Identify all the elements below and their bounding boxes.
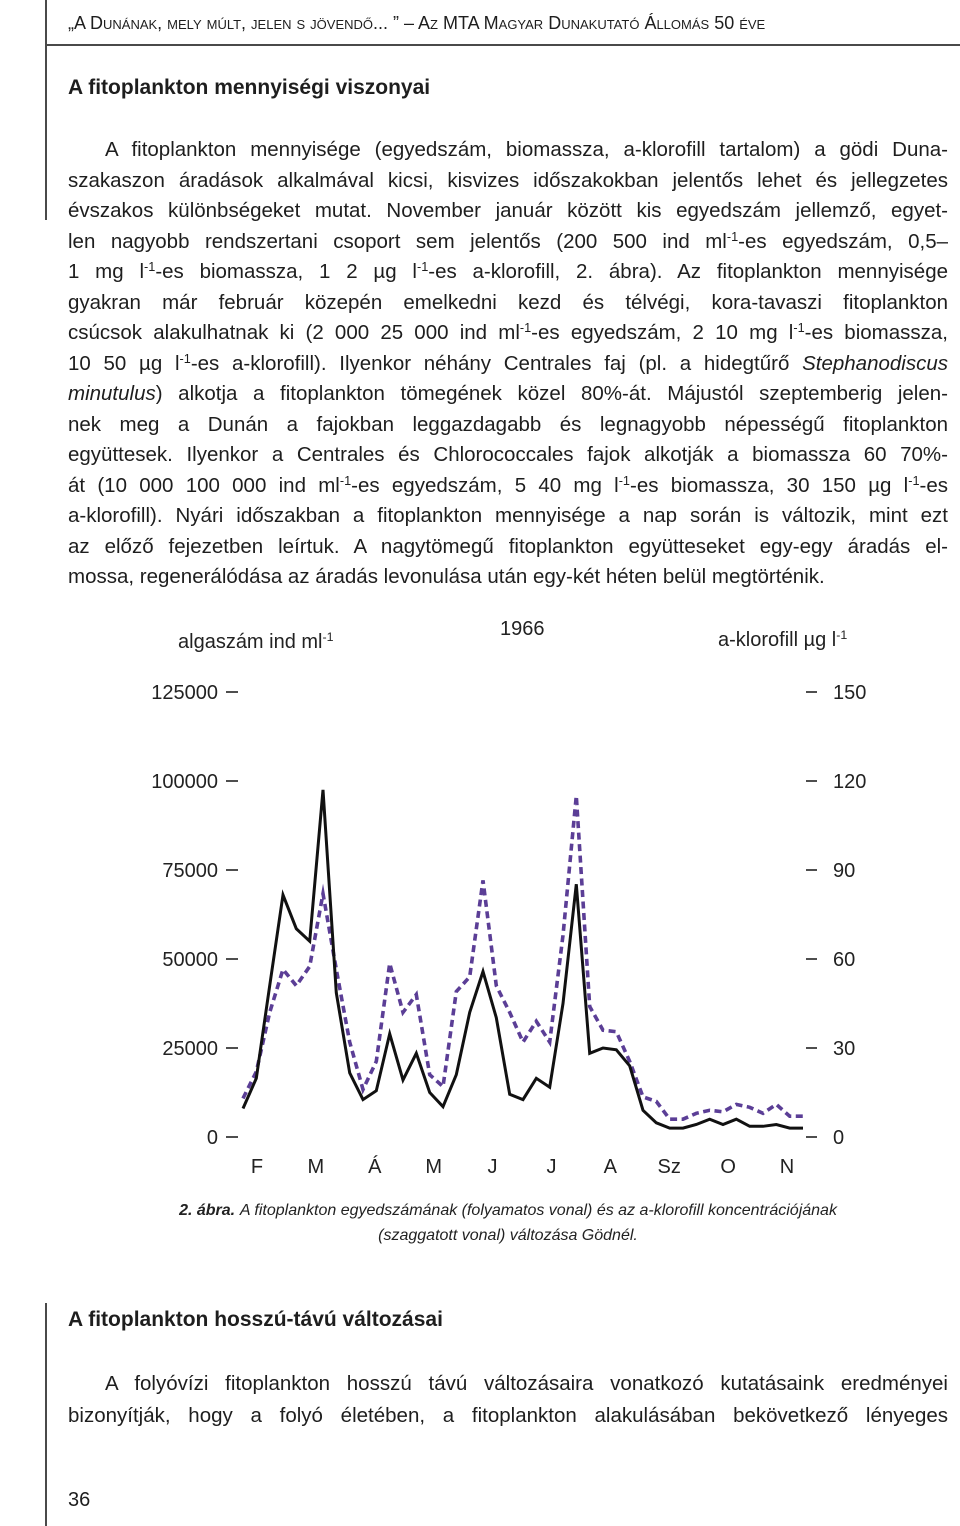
x-axis-month-label: J: [546, 1156, 557, 1178]
text-line: [68, 318, 948, 349]
text-run: mossa, regenerálódása az áradás levonulása után egy-két héten belül megtörténik.: [68, 565, 825, 588]
right-axis-tick-label: 30: [833, 1038, 856, 1060]
left-axis-title-sup: -1: [322, 630, 334, 645]
text-run: 1 mg l: [68, 260, 145, 283]
left-axis-tick-label: 100000: [151, 771, 218, 793]
text-run: -es egyedszám, 0,5–: [738, 229, 948, 253]
superscript: -1: [908, 472, 920, 488]
italic-text: Stephanodiscus: [802, 351, 948, 375]
text-line: [68, 410, 948, 441]
text-run: -es a-klorofill, 2. ábra). Az fitoplankton mennyisége: [428, 260, 948, 283]
text-line: [68, 196, 948, 227]
text-line: [68, 471, 948, 502]
chart-title: 1966: [500, 618, 545, 640]
text-run: a-klorofill). Nyári időszakban a fitoplankton mennyisége a nap során is változik, mint ezt: [68, 504, 948, 527]
x-axis-month-label: F: [250, 1156, 264, 1178]
margin-rule-top: [45, 0, 47, 220]
text-run: nek meg a Dunán a fajokban leggazdagabb és legnagyobb népességű fitoplankton: [68, 412, 948, 436]
right-axis-tick-label: 60: [833, 949, 856, 971]
text-run: át (10 000 100 000 ind ml: [68, 473, 340, 497]
superscript: -1: [618, 472, 630, 488]
x-axis-month-label: M: [307, 1156, 325, 1178]
superscript: -1: [416, 259, 429, 275]
page-number: 36: [68, 1489, 91, 1511]
left-axis-tick-label: 25000: [162, 1038, 218, 1060]
line-chart: [0, 600, 960, 1200]
text-run: gyakran már február közepén emelkedni kezd és télvégi, kora-tavaszi fitoplankton: [68, 290, 948, 314]
left-axis-tick-label: 50000: [162, 949, 218, 971]
margin-rule-bottom: [45, 1303, 47, 1526]
right-axis-tick-label: 90: [833, 860, 856, 882]
x-axis-month-label: A: [603, 1156, 618, 1178]
text-line: [68, 501, 948, 532]
text-line: [68, 532, 948, 563]
superscript: -1: [793, 320, 805, 336]
text-run: bizonyítják, hogy a folyó életében, a fitoplankton alakulásában bekövetkező lényeges: [68, 1404, 948, 1427]
x-axis-month-label: J: [487, 1156, 498, 1178]
caption-line-1: [98, 1198, 918, 1223]
caption-label: 2. ábra.: [179, 1202, 236, 1219]
caption-line-2: (szaggatott vonal) változása Gödnél.: [378, 1227, 638, 1244]
left-axis-tick-label: 75000: [162, 860, 218, 882]
x-axis-month-label: M: [425, 1156, 443, 1178]
text-line: [68, 135, 948, 166]
text-run: szakaszon áradások alkalmával kicsi, kisvizes időszakokban jelentős lehet és jellegzetes: [68, 168, 948, 192]
text-line: [68, 379, 948, 410]
x-axis-month-label: Sz: [657, 1156, 681, 1178]
text-line: [68, 349, 948, 380]
text-line: [68, 257, 948, 288]
text-run: együttesek. Ilyenkor a Centrales és Chlorococcales fajok alkotják a biomassza 60 70%-: [68, 443, 948, 466]
body-paragraph: [68, 135, 948, 593]
text-line: [68, 288, 948, 319]
superscript: -1: [144, 259, 156, 275]
text-line: [68, 1368, 948, 1400]
superscript: -1: [726, 228, 739, 244]
text-run: -es biomassza, 30 150 µg l: [630, 473, 909, 497]
x-axis-month-label: O: [720, 1156, 736, 1178]
caption-text: A fitoplankton egyedszámának (folyamatos vonal) és az a-klorofill koncentrációjának: [239, 1202, 837, 1219]
text-run: -es a-klorofill). Ilyenkor néhány Centrales faj (pl. a hidegtűrő: [190, 351, 803, 375]
text-line: [68, 562, 948, 593]
section-heading: A fitoplankton mennyiségi viszonyai: [68, 76, 431, 99]
superscript: -1: [179, 350, 191, 366]
italic-text: minutulus: [68, 382, 156, 405]
header-rule: [45, 44, 960, 46]
x-axis-month-label: N: [779, 1156, 795, 1178]
section-heading: A fitoplankton hosszú-távú változásai: [68, 1308, 443, 1331]
text-run: A fitoplankton mennyisége (egyedszám, biomassza, a-klorofill tartalom) a gödi Duna-: [105, 138, 948, 161]
text-line: [68, 166, 948, 197]
left-axis-tick-label: 0: [206, 1127, 218, 1149]
text-line: [68, 1400, 948, 1432]
right-axis-tick-label: 120: [833, 771, 867, 793]
right-axis-title-sup: -1: [836, 628, 848, 643]
text-run: -es: [919, 473, 948, 497]
left-axis-title-text: algaszám ind ml: [178, 631, 323, 653]
text-run: az előző fejezetben leírtuk. A nagytömegű fitoplankton együtteseket egy-egy áradás el-: [68, 534, 948, 558]
text-run: -es biomassza, 1 2 µg l: [155, 260, 417, 283]
algaszam-solid-line: [243, 790, 803, 1128]
text-run: csúcsok alakulhatnak ki (2 000 25 000 ind ml: [68, 321, 520, 344]
text-run: -es egyedszám, 5 40 mg l: [351, 473, 619, 497]
text-run: ) alkotja a fitoplankton tömegének közel 80%-át. Májustól szeptemberig jelen-: [155, 382, 948, 405]
superscript: -1: [519, 320, 532, 336]
body-paragraph: [68, 1368, 948, 1432]
figure-caption: [98, 1198, 918, 1248]
x-axis-month-label: Á: [368, 1156, 382, 1178]
text-line: [68, 440, 948, 471]
left-axis-tick-label: 125000: [151, 682, 218, 704]
right-axis-tick-label: 0: [833, 1127, 845, 1149]
text-line: [68, 227, 948, 258]
running-title: „A Dunának, mely múlt, jelen s jövendő... ” – Az MTA Magyar Dunakutató Állomás 50 éve: [68, 13, 766, 33]
right-axis-title-text: a-klorofill µg l: [718, 629, 837, 651]
text-run: évszakos különbségeket mutat. November január között kis egyedszám jellemző, egyet-: [68, 199, 948, 222]
text-run: len nagyobb rendszertani csoport sem jelentős (200 500 ind ml: [68, 229, 727, 253]
text-run: -es biomassza,: [804, 321, 948, 344]
right-axis-tick-label: 150: [833, 682, 867, 704]
text-run: 10 50 µg l: [68, 351, 180, 375]
text-run: A folyóvízi fitoplankton hosszú távú változásaira vonatkozó kutatásaink eredményei: [105, 1372, 948, 1395]
superscript: -1: [339, 472, 352, 488]
text-run: -es egyedszám, 2 10 mg l: [531, 321, 794, 344]
